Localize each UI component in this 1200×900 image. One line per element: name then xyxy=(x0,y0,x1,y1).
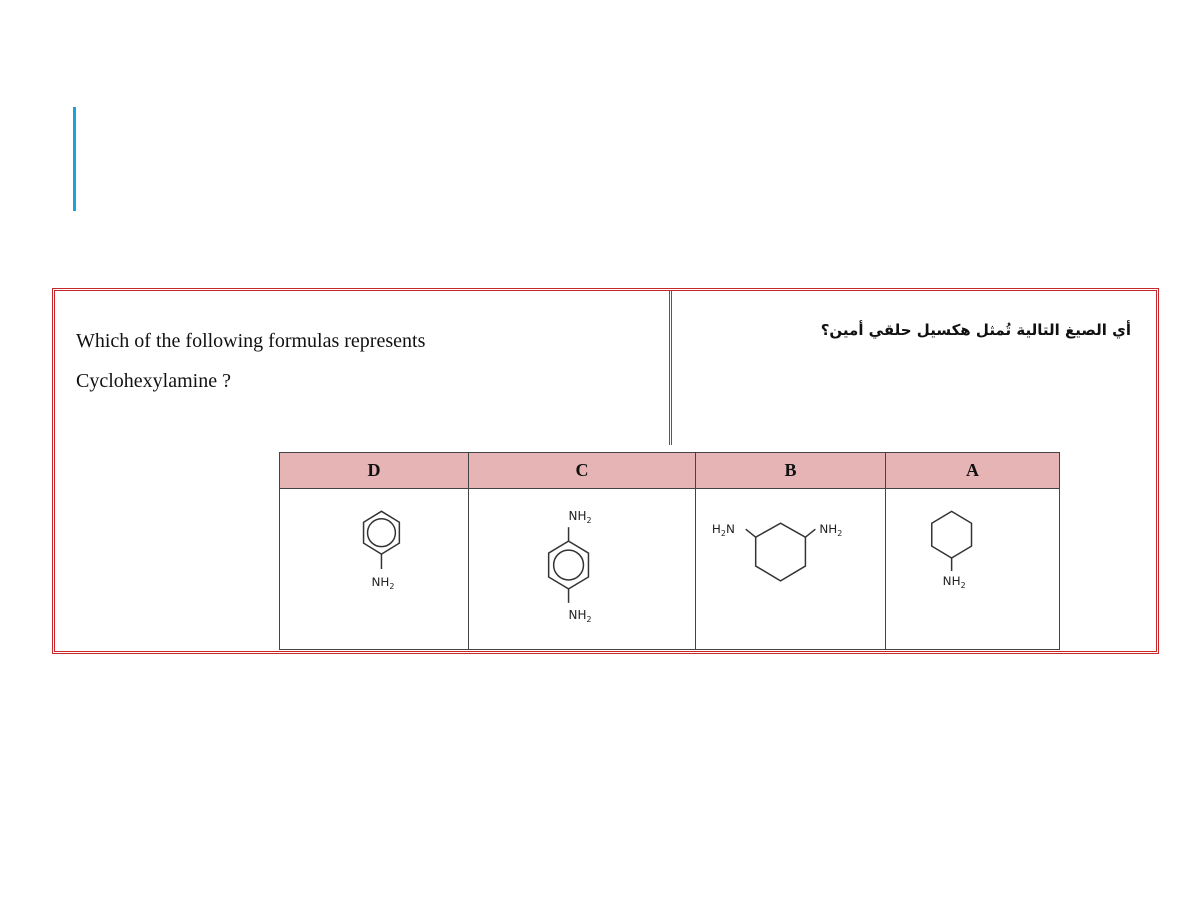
phenylenediamine-structure xyxy=(469,489,695,649)
options-table xyxy=(279,452,1060,650)
question-english-line-1: Which of the following formulas represents xyxy=(76,330,426,352)
b-h2n-label: $H_2N$ xyxy=(711,522,735,539)
option-c-cell[interactable] xyxy=(469,489,696,650)
question-arabic: أي الصيغ التالية تُمثل هكسيل حلقي أمين؟ xyxy=(820,321,1131,339)
option-c-header[interactable]: C xyxy=(469,453,696,489)
question-english-line-2: Cyclohexylamine ? xyxy=(76,370,231,392)
aniline-structure xyxy=(280,489,468,649)
option-d-cell[interactable] xyxy=(280,489,469,650)
d-nh-label: $NH_2$ xyxy=(371,574,395,591)
column-divider xyxy=(669,291,672,445)
diaminocyclohexane-structure xyxy=(696,489,885,649)
title-accent-bar xyxy=(73,107,76,211)
options-structure-row xyxy=(280,489,1060,650)
option-b-cell[interactable] xyxy=(696,489,886,650)
a-nh-label: $NH_2$ xyxy=(942,573,966,590)
options-header-row xyxy=(280,453,1060,489)
c-nh-bottom-label: $NH_2$ xyxy=(568,607,592,624)
option-b-header[interactable]: B xyxy=(696,453,886,489)
b-nh-label: $NH_2$ xyxy=(819,522,843,539)
option-a-header[interactable]: A xyxy=(886,453,1060,489)
cyclohexylamine-structure xyxy=(886,489,1059,649)
option-d-header[interactable]: D xyxy=(280,453,469,489)
question-english xyxy=(76,321,596,401)
option-a-cell[interactable] xyxy=(886,489,1060,650)
c-nh-top-label: $NH_2$ xyxy=(568,509,592,526)
